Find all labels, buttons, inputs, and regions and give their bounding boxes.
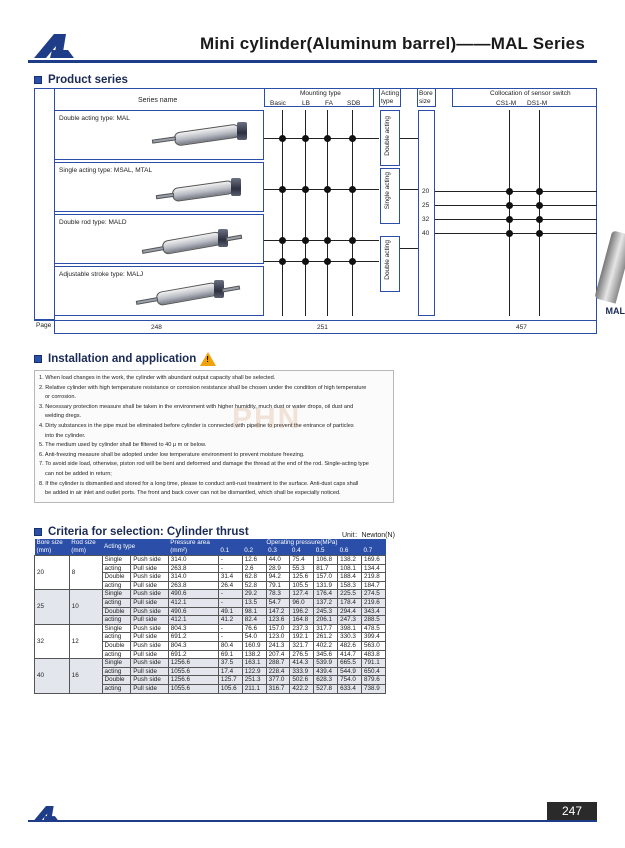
cell-acting: acting [102, 616, 131, 625]
cell-thrust: 414.7 [338, 650, 362, 659]
cell-thrust: 78.3 [266, 590, 290, 599]
cell-thrust: 17.4 [218, 667, 242, 676]
page-ref-248: 248 [151, 324, 162, 331]
cell-thrust: - [218, 598, 242, 607]
installation-item: 4. Dirty substances in the pipe must be eliminated before cylinder is connected with pipeline to prevent the entrance of particles [39, 422, 354, 429]
cell-thrust: 12.6 [242, 556, 266, 565]
cell-bore: 20 [35, 556, 70, 590]
cell-thrust: 122.9 [242, 667, 266, 676]
page-number: 247 [547, 802, 597, 820]
cell-thrust: 219.6 [362, 598, 386, 607]
installation-item: welding dregs. [45, 413, 82, 420]
cell-thrust: 274.5 [362, 590, 386, 599]
cell-thrust: 196.2 [290, 607, 314, 616]
col-bore [35, 539, 70, 547]
col-rod [69, 539, 102, 547]
cell-thrust: 69.1 [218, 650, 242, 659]
mounting-fa: FA [325, 100, 333, 107]
cell-thrust: 123.6 [266, 616, 290, 625]
cell-thrust: 316.7 [266, 684, 290, 693]
cell-thrust: 106.8 [314, 556, 338, 565]
cell-thrust: 123.0 [266, 633, 290, 642]
cell-acting: Single [102, 590, 131, 599]
cell-thrust: - [218, 556, 242, 565]
cell-thrust: 478.5 [362, 624, 386, 633]
cell-thrust: 137.2 [314, 598, 338, 607]
thrust-table [34, 539, 386, 694]
cell-side: Pull side [131, 684, 169, 693]
col-area: Pressure area [168, 539, 218, 547]
warning-icon [200, 352, 216, 366]
side-cylinder-image [594, 230, 625, 303]
cell-area: 490.6 [168, 590, 218, 599]
col-rod-label: Rod size [71, 539, 96, 546]
mounting-lb: LB [302, 100, 310, 107]
bore-label-1: Bore [419, 90, 433, 97]
cell-thrust: 163.1 [242, 659, 266, 668]
cell-thrust: 738.9 [362, 684, 386, 693]
cell-thrust: 791.1 [362, 659, 386, 668]
col-op-pressure: Operating pressure(MPa) [218, 539, 385, 547]
cell-acting: acting [102, 633, 131, 642]
cell-thrust: 399.4 [362, 633, 386, 642]
cell-thrust: 79.1 [266, 581, 290, 590]
cell-thrust: 96.0 [290, 598, 314, 607]
cell-thrust: 219.8 [362, 573, 386, 582]
cell-thrust: 125.6 [290, 573, 314, 582]
sensor-label: Collocation of sensor switch [490, 90, 571, 97]
page-ref-251: 251 [317, 324, 328, 331]
cell-thrust: 26.4 [218, 581, 242, 590]
cell-thrust: 94.2 [266, 573, 290, 582]
cell-area: 412.1 [168, 598, 218, 607]
col-pressure: 0.2 [242, 547, 266, 556]
cell-thrust: 422.2 [290, 684, 314, 693]
cell-thrust: 330.3 [338, 633, 362, 642]
cell-thrust: 49.1 [218, 607, 242, 616]
cell-thrust: 62.8 [242, 573, 266, 582]
cell-thrust: 261.2 [314, 633, 338, 642]
square-bullet-icon [34, 355, 42, 363]
mounting-sdb: SDB [347, 100, 361, 107]
cell-thrust: 251.3 [242, 676, 266, 685]
series-name-label: Series name [138, 97, 178, 104]
cell-acting: acting [102, 581, 131, 590]
cell-rod: 10 [69, 590, 102, 624]
cell-thrust: 178.4 [338, 598, 362, 607]
cell-thrust: 237.3 [290, 624, 314, 633]
cell-thrust: - [218, 633, 242, 642]
footer-rule [28, 820, 597, 822]
cell-thrust: 157.0 [314, 573, 338, 582]
warning-icon-glyph: ! [206, 355, 209, 364]
cell-acting: Double [102, 676, 131, 685]
cell-rod: 12 [69, 624, 102, 658]
table-row [35, 659, 386, 668]
cell-thrust: 29.2 [242, 590, 266, 599]
cell-thrust: 138.2 [338, 556, 362, 565]
criteria-heading [34, 526, 249, 538]
cell-acting: Single [102, 624, 131, 633]
mounting-type-label: Mounting type [300, 90, 341, 97]
cell-area: 804.3 [168, 624, 218, 633]
cell-area: 1256.6 [168, 676, 218, 685]
cell-side: Push side [131, 556, 169, 565]
cell-thrust: 321.7 [290, 641, 314, 650]
cell-side: Push side [131, 659, 169, 668]
cell-area: 691.2 [168, 650, 218, 659]
cell-thrust: 245.3 [314, 607, 338, 616]
cell-thrust: 81.7 [314, 564, 338, 573]
cell-thrust: 80.4 [218, 641, 242, 650]
installation-item: 8. If the cylinder is dismantled and stored for a long time, please to conduct anti-rust treatment to the surface. Anti-dust caps shall [39, 480, 359, 487]
installation-item: 1. When load changes in the work, the cylinder with abundant output capacity shall be selected. [39, 375, 276, 381]
col-pressure: 0.6 [338, 547, 362, 556]
cell-side: Pull side [131, 564, 169, 573]
cell-thrust: 665.5 [338, 659, 362, 668]
installation-item: or corrosion. [45, 394, 77, 401]
col-pressure: 0.5 [314, 547, 338, 556]
cell-thrust: 192.1 [290, 633, 314, 642]
installation-item: 2. Relative cylinder with high temperature resistance or corrosion resistance shall be chosen under the condition of high temperature [39, 384, 367, 391]
cell-side: Push side [131, 607, 169, 616]
cell-thrust: 169.6 [362, 556, 386, 565]
cell-area: 314.0 [168, 556, 218, 565]
cell-thrust: 539.9 [314, 659, 338, 668]
cell-thrust: 247.3 [338, 616, 362, 625]
cell-thrust: 343.4 [362, 607, 386, 616]
cell-thrust: 157.0 [266, 624, 290, 633]
mounting-basic: Basic [270, 100, 286, 107]
cell-thrust: 276.5 [290, 650, 314, 659]
cell-thrust: 41.2 [218, 616, 242, 625]
acting-vertical-1: Double acting [384, 116, 391, 156]
installation-heading-text: Installation and application [48, 353, 197, 365]
table-header-row [35, 547, 386, 556]
cell-thrust: 184.7 [362, 581, 386, 590]
cell-thrust: 414.3 [290, 659, 314, 668]
cell-rod: 8 [69, 556, 102, 590]
cell-side: Pull side [131, 650, 169, 659]
cell-thrust: 105.5 [290, 581, 314, 590]
cell-thrust: 294.4 [338, 607, 362, 616]
cell-thrust: 75.4 [290, 556, 314, 565]
cell-rod: 16 [69, 659, 102, 693]
cell-acting: acting [102, 650, 131, 659]
cell-thrust: 188.4 [338, 573, 362, 582]
cell-bore: 40 [35, 659, 70, 693]
cell-thrust: 147.2 [266, 607, 290, 616]
page-title: Mini cylinder(Aluminum barrel)——MAL Series [200, 34, 585, 53]
cell-thrust: 527.8 [314, 684, 338, 693]
col-acting: Acting type [102, 539, 168, 556]
cell-thrust: 31.4 [218, 573, 242, 582]
side-tab-mal: MAL [605, 306, 625, 316]
diagram-left-margin [34, 88, 54, 320]
cell-side: Push side [131, 676, 169, 685]
col-rod-unit: (mm) [69, 547, 102, 556]
cell-thrust: 228.4 [266, 667, 290, 676]
cell-area: 1055.6 [168, 667, 218, 676]
installation-item: be added in air inlet and outlet ports. The front and back cover can not be dismantled, which shall be especially noticed. [45, 490, 341, 497]
criteria-heading-text: Criteria for selection: Cylinder thrust [48, 526, 249, 538]
acting-label-2: type [381, 98, 394, 105]
cell-thrust: 76.6 [242, 624, 266, 633]
installation-heading [34, 352, 216, 366]
cell-thrust: 398.1 [338, 624, 362, 633]
cell-thrust: - [218, 590, 242, 599]
cell-thrust: 164.8 [290, 616, 314, 625]
cell-thrust: 127.4 [290, 590, 314, 599]
cell-side: Pull side [131, 581, 169, 590]
cell-thrust: 55.3 [290, 564, 314, 573]
cell-thrust: 105.6 [218, 684, 242, 693]
cell-thrust: 482.6 [338, 641, 362, 650]
product-type-malj: Adjustable stroke type: MALJ [59, 271, 144, 278]
product-type-mal: Double acting type: MAL [59, 115, 130, 122]
acting-label-1: Acting [381, 90, 400, 97]
square-bullet-icon [34, 528, 42, 536]
installation-item: 3. Necessary protection measure shall be taken in the environment with higher humidity, much dust or water drops, oil dust and [39, 403, 354, 410]
cell-thrust: 98.1 [242, 607, 266, 616]
col-pressure: 0.3 [266, 547, 290, 556]
cell-thrust: 288.5 [362, 616, 386, 625]
cell-area: 691.2 [168, 633, 218, 642]
cell-thrust: 158.3 [338, 581, 362, 590]
cell-thrust: 288.7 [266, 659, 290, 668]
cell-thrust: 211.1 [242, 684, 266, 693]
watermark-text: PHN [232, 402, 302, 435]
bore-20: 20 [422, 188, 430, 195]
cell-side: Pull side [131, 616, 169, 625]
cell-thrust: - [218, 564, 242, 573]
cell-bore: 32 [35, 624, 70, 658]
cell-area: 490.6 [168, 607, 218, 616]
page-ref-457: 457 [516, 324, 527, 331]
cell-thrust: 54.7 [266, 598, 290, 607]
product-type-msal: Single acting type: MSAL, MTAL [59, 167, 153, 174]
cell-bore: 25 [35, 590, 70, 624]
bore-32: 32 [422, 216, 430, 223]
cell-side: Pull side [131, 667, 169, 676]
installation-item: 7. To avoid side load, otherwise, piston rod will be bent and deformed and damage the thread at the end of the rod. Single-acting type [39, 461, 369, 468]
product-type-mald: Double rod type: MALD [59, 219, 127, 226]
installation-list [34, 370, 394, 503]
cell-thrust: 28.9 [266, 564, 290, 573]
col-bore-label: Bore size [36, 539, 63, 546]
unit-label: Unit：Newton(N) [342, 532, 395, 539]
cell-thrust: 13.5 [242, 598, 266, 607]
cell-area: 1256.6 [168, 659, 218, 668]
product-series-diagram [34, 88, 597, 334]
page-label: Page [36, 322, 52, 329]
cell-thrust: 439.4 [314, 667, 338, 676]
cell-area: 804.3 [168, 641, 218, 650]
thrust-table-body [35, 556, 386, 694]
table-row [35, 556, 386, 565]
col-area-unit: (mm²) [168, 547, 218, 556]
cell-side: Push side [131, 590, 169, 599]
cell-thrust: 483.8 [362, 650, 386, 659]
cell-thrust: 52.8 [242, 581, 266, 590]
sensor-cs1m: CS1-M [496, 100, 517, 107]
cell-thrust: 502.6 [290, 676, 314, 685]
cell-side: Pull side [131, 598, 169, 607]
cell-thrust: 44.0 [266, 556, 290, 565]
cell-thrust: 633.4 [338, 684, 362, 693]
cell-acting: acting [102, 598, 131, 607]
cell-acting: acting [102, 667, 131, 676]
cell-area: 1055.6 [168, 684, 218, 693]
cell-area: 263.8 [168, 564, 218, 573]
cell-thrust: 544.9 [338, 667, 362, 676]
cell-acting: Double [102, 573, 131, 582]
col-bore-unit: (mm) [35, 547, 70, 556]
cell-thrust: 650.4 [362, 667, 386, 676]
cell-thrust: 82.4 [242, 616, 266, 625]
cell-thrust: 37.5 [218, 659, 242, 668]
col-pressure: 0.1 [218, 547, 242, 556]
cell-thrust: 317.7 [314, 624, 338, 633]
bore-column [418, 110, 435, 316]
bore-label-2: size [419, 98, 431, 105]
cell-thrust: 131.9 [314, 581, 338, 590]
cell-thrust: 225.5 [338, 590, 362, 599]
square-bullet-icon [34, 76, 42, 84]
product-series-heading [34, 74, 128, 86]
cell-thrust: 176.4 [314, 590, 338, 599]
title-rule [28, 60, 597, 63]
cell-thrust: - [218, 624, 242, 633]
cell-acting: Single [102, 659, 131, 668]
cell-thrust: 125.7 [218, 676, 242, 685]
col-pressure: 0.4 [290, 547, 314, 556]
cell-area: 412.1 [168, 616, 218, 625]
acting-vertical-3: Double acting [384, 240, 391, 280]
cell-area: 314.0 [168, 573, 218, 582]
cell-side: Push side [131, 573, 169, 582]
cell-thrust: 333.9 [290, 667, 314, 676]
cell-acting: Double [102, 641, 131, 650]
cell-thrust: 108.1 [338, 564, 362, 573]
installation-item: 6. Anti-freezing measure shall be adopted under low temperature environment to prevent moisture freezing. [39, 451, 305, 458]
cell-thrust: 160.9 [242, 641, 266, 650]
cell-thrust: 563.0 [362, 641, 386, 650]
cell-thrust: 879.6 [362, 676, 386, 685]
product-series-heading-text: Product series [48, 74, 128, 86]
cell-thrust: 206.1 [314, 616, 338, 625]
cell-thrust: 345.6 [314, 650, 338, 659]
brand-logo-icon [32, 32, 76, 58]
cell-side: Pull side [131, 633, 169, 642]
table-header-row [35, 539, 386, 547]
cell-side: Push side [131, 641, 169, 650]
cell-thrust: 54.0 [242, 633, 266, 642]
cell-thrust: 207.4 [266, 650, 290, 659]
cell-acting: acting [102, 684, 131, 693]
cell-acting: Single [102, 556, 131, 565]
installation-item: into the cylinder. [45, 432, 86, 439]
cell-side: Push side [131, 624, 169, 633]
cell-thrust: 2.6 [242, 564, 266, 573]
bore-40: 40 [422, 230, 430, 237]
installation-item: can not be added in return; [45, 470, 112, 477]
cell-acting: acting [102, 564, 131, 573]
cell-thrust: 754.0 [338, 676, 362, 685]
table-row [35, 590, 386, 599]
cell-thrust: 138.2 [242, 650, 266, 659]
cell-thrust: 134.4 [362, 564, 386, 573]
installation-item: 5. The medium used by cylinder shall be filtered to 40 μ m or below. [39, 442, 207, 449]
cell-thrust: 377.0 [266, 676, 290, 685]
cell-thrust: 628.3 [314, 676, 338, 685]
col-pressure: 0.7 [362, 547, 386, 556]
acting-vertical-2: Single acting [384, 172, 391, 210]
cell-thrust: 241.3 [266, 641, 290, 650]
bore-25: 25 [422, 202, 430, 209]
cell-area: 263.8 [168, 581, 218, 590]
sensor-ds1m: DS1-M [527, 100, 548, 107]
table-row [35, 624, 386, 633]
cell-acting: Double [102, 607, 131, 616]
cell-thrust: 402.2 [314, 641, 338, 650]
